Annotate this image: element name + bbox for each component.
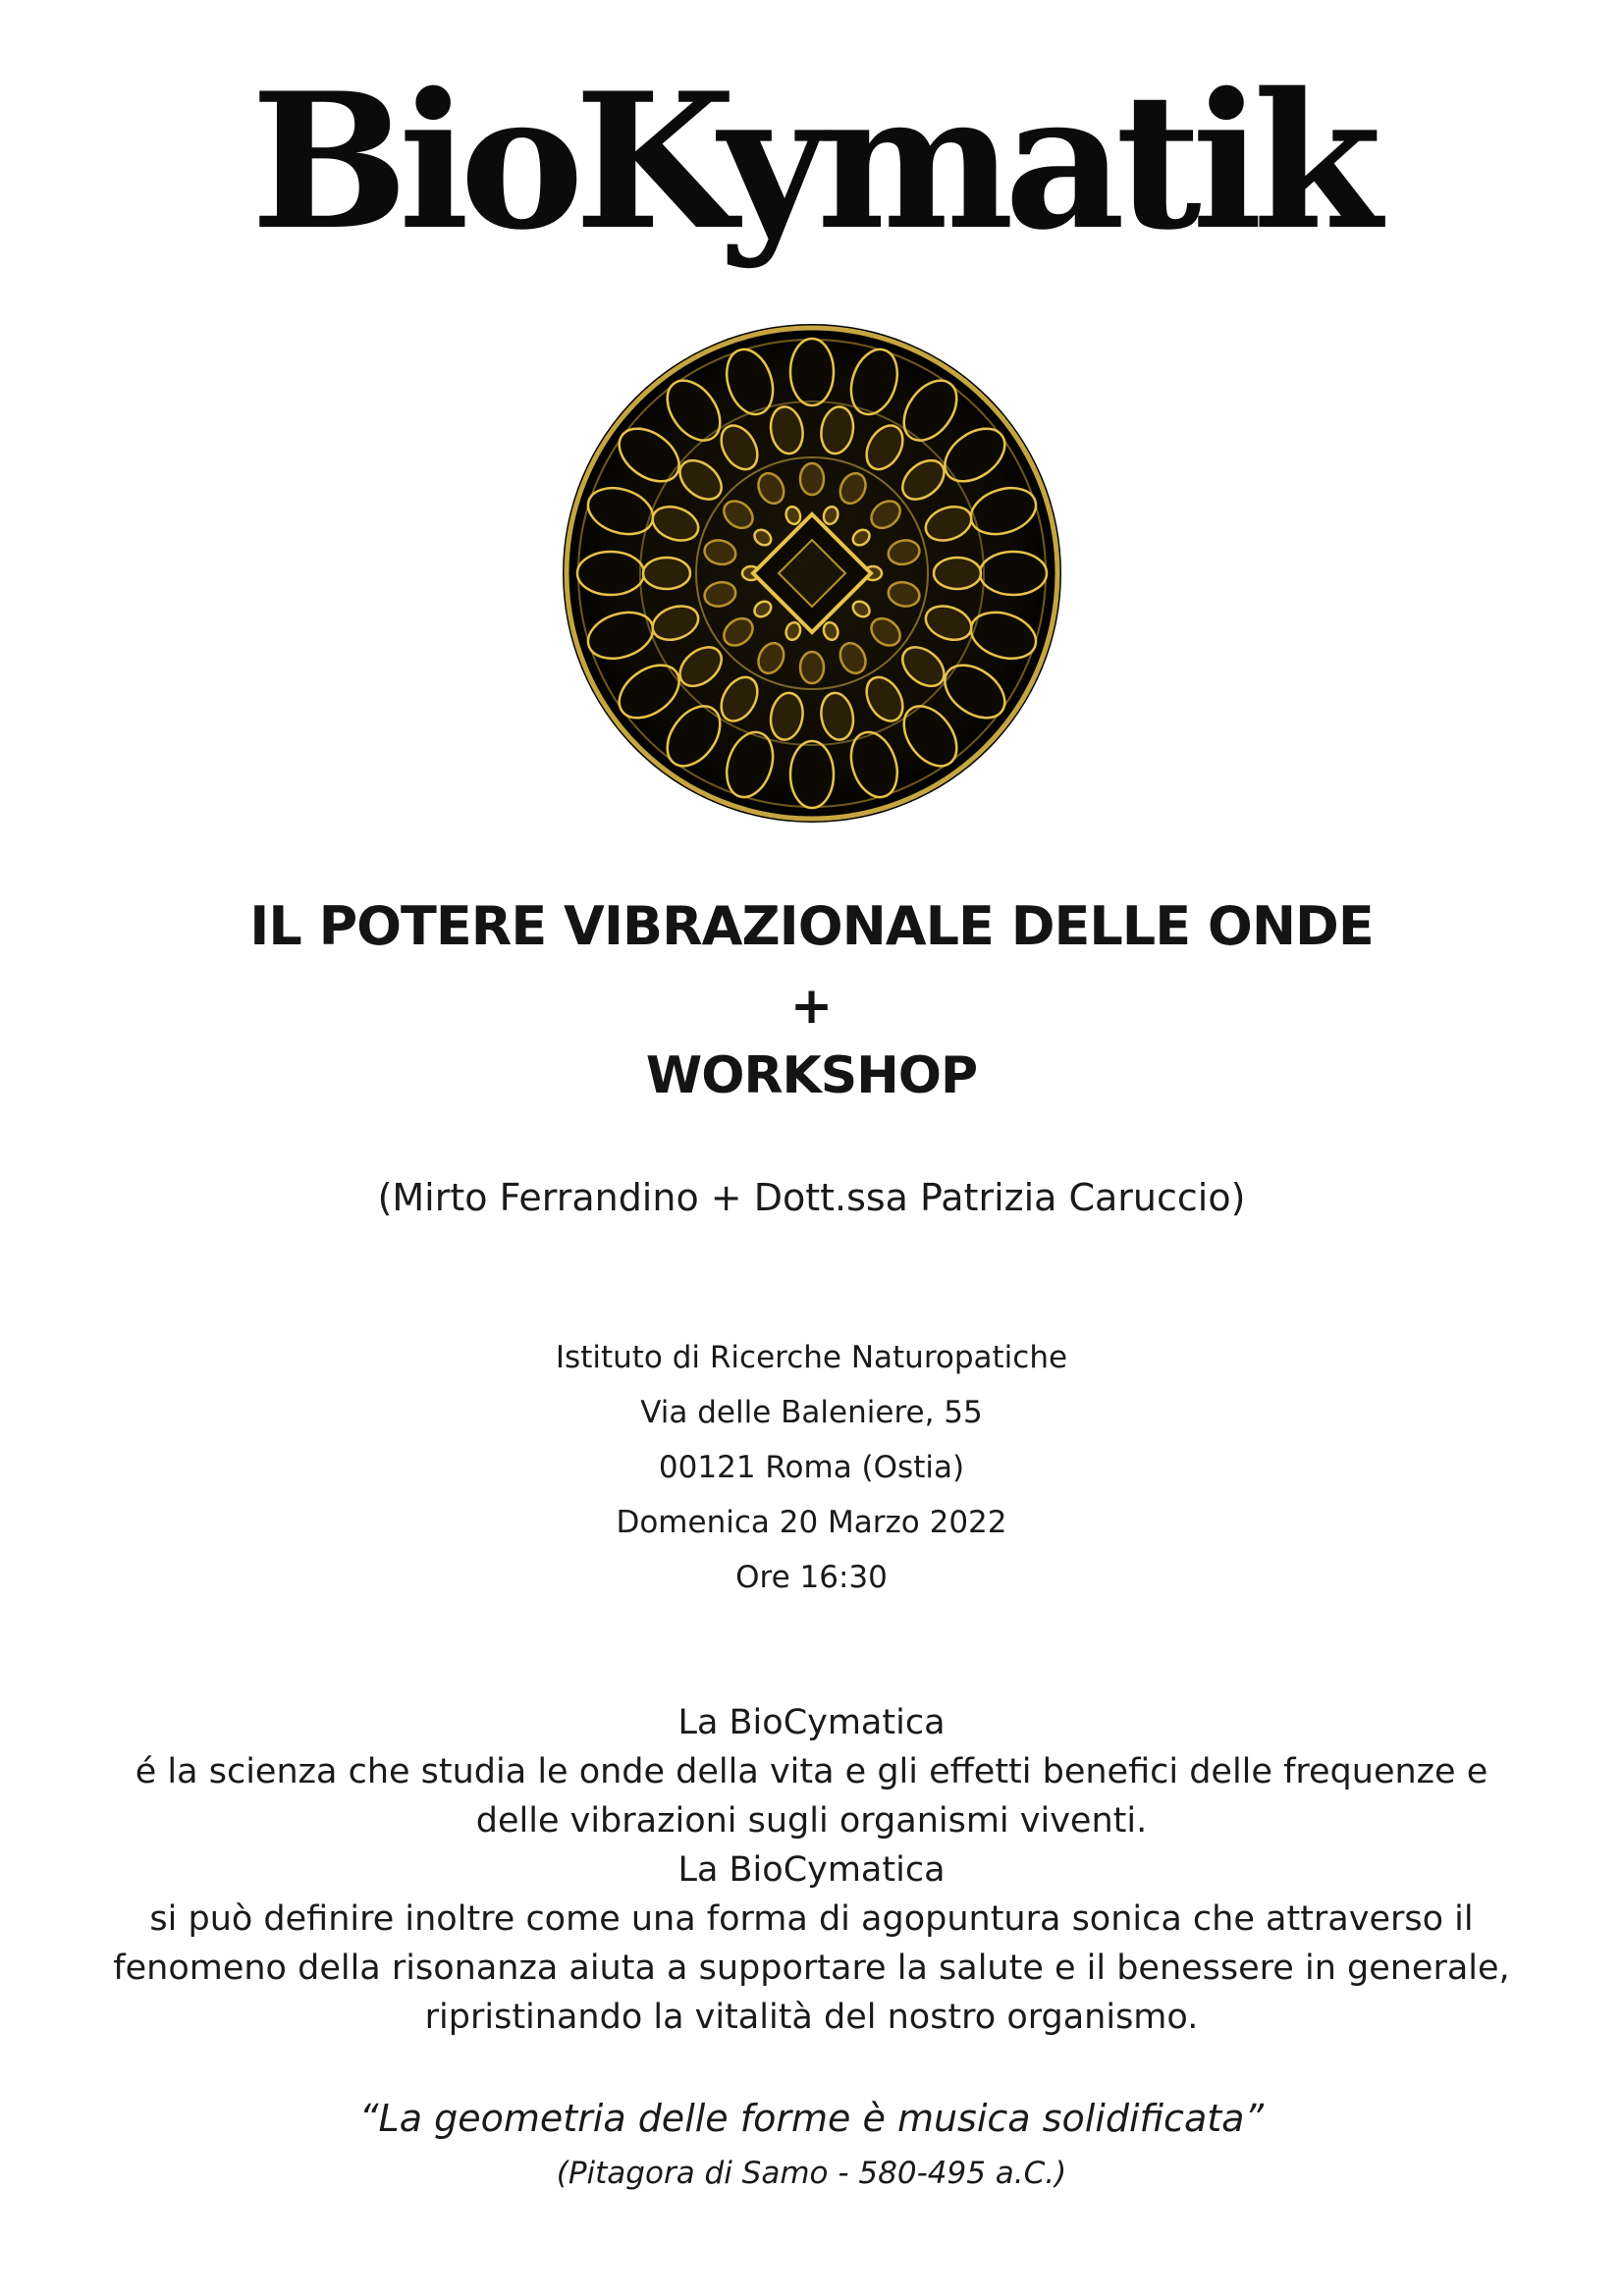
venue-line: Istituto di Ricerche Naturopatiche bbox=[555, 1340, 1068, 1375]
venue-details bbox=[0, 1330, 1623, 1605]
quote: “La geometria delle forme è musica solidificata” bbox=[358, 2097, 1265, 2140]
venue-line: 00121 Roma (Ostia) bbox=[658, 1450, 965, 1485]
workshop-heading: WORKSHOP bbox=[645, 1046, 978, 1105]
venue-line: Ore 16:30 bbox=[735, 1560, 888, 1595]
speakers: (Mirto Ferrandino + Dott.ssa Patrizia Caruccio) bbox=[377, 1176, 1246, 1219]
description-line: ripristinando la vitalità del nostro organismo. bbox=[424, 1998, 1199, 2037]
cymatic-mandala-icon bbox=[561, 322, 1063, 825]
description-line: La BioCymatica bbox=[677, 1703, 946, 1742]
description-line: delle vibrazioni sugli organismi viventi. bbox=[475, 1801, 1148, 1841]
event-headline: IL POTERE VIBRAZIONALE DELLE ONDE bbox=[249, 895, 1374, 957]
venue-line: Via delle Baleniere, 55 bbox=[640, 1395, 983, 1430]
description-line: si può definire inoltre come una forma di agopuntura sonica che attraverso il bbox=[149, 1899, 1474, 1939]
venue-line: Domenica 20 Marzo 2022 bbox=[616, 1505, 1007, 1540]
plus-sign: + bbox=[789, 977, 834, 1036]
description bbox=[39, 1698, 1584, 2042]
description-line: fenomeno della risonanza aiuta a supportare la salute e il benessere in generale, bbox=[113, 1949, 1510, 1988]
description-line: é la scienza che studia le onde della vita e gli effetti benefici delle frequenze e bbox=[135, 1752, 1488, 1791]
quote-citation: (Pitagora di Samo - 580-495 a.C.) bbox=[556, 2156, 1067, 2191]
brand-title: BioKymatik bbox=[250, 52, 1373, 271]
description-line: La BioCymatica bbox=[677, 1850, 946, 1890]
